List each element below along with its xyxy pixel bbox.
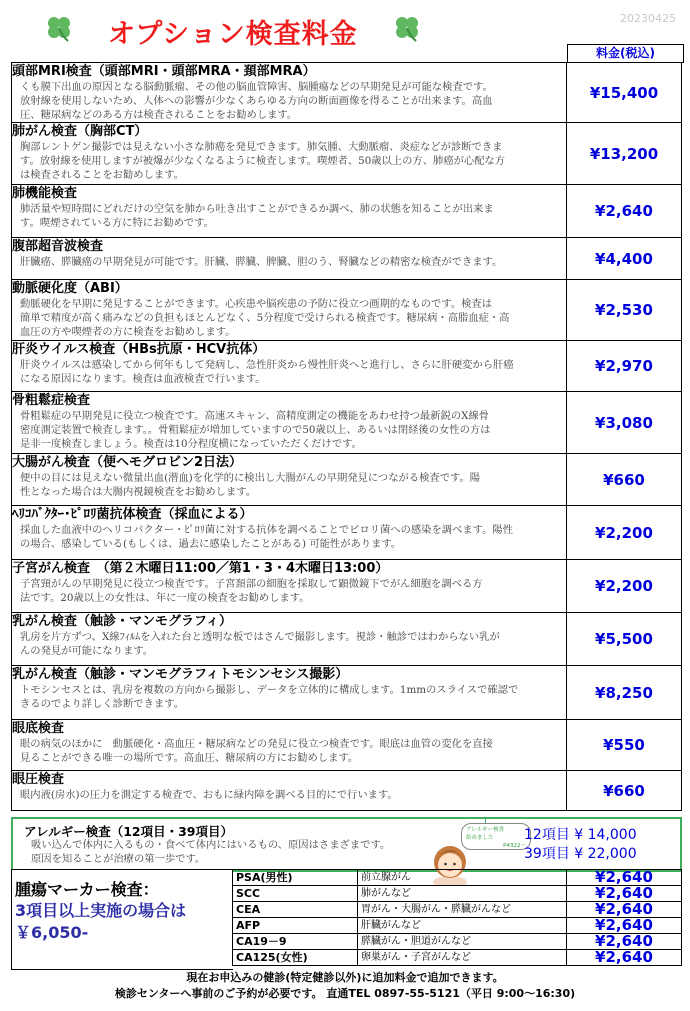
- exam-description-line: 子宮頸がんの早期発見に役立つ検査です。子宮頚部の細胞を採取して顕微鏡下でがん細胞を調べる方: [20, 578, 483, 590]
- exam-description-cell: [12, 238, 567, 280]
- exam-description-line: は検査されることをお勧めします。: [20, 169, 184, 181]
- marker-name: CA125(女性): [233, 950, 358, 966]
- exam-row: [12, 185, 682, 238]
- exam-description-line: 肺活量や短時間にどれだけの空気を肺から吐き出すことができるか調べ、肺の状態を知ることが出来ま: [20, 203, 494, 215]
- exam-title: ﾍﾘｺﾊﾞｸﾀｰ･ﾋﾟﾛﾘ菌抗体検査（採血による）: [12, 507, 253, 522]
- exam-description-cell: [12, 506, 567, 560]
- exam-row: [12, 613, 682, 666]
- exam-description-cell: [12, 185, 567, 238]
- exam-price-table: [11, 62, 682, 811]
- exam-description-line: きるのでより詳しく診断できます。: [20, 698, 184, 710]
- tumor-marker-row: [233, 934, 682, 950]
- exam-description-line: 是非一度検査しましょう。検査は10分程度横になっていただくだけです。: [20, 438, 362, 450]
- exam-description-line: 性となった場合は大腸内視鏡検査をお勧めします。: [20, 486, 257, 498]
- allergy-description-line: 吸い込んで体内に入るもの・食べて体内にはいるもの、原因はさまざまです。: [31, 839, 391, 851]
- exam-description-line: になる原因になります。検査は血液検査で行います。: [20, 373, 266, 385]
- exam-description-line: 血圧の方や喫煙者の方に検査をお勧めします。: [20, 326, 236, 338]
- tumor-marker-title: 腫瘍マーカー検査：: [15, 880, 159, 899]
- marker-target: 膵臓がん・胆道がんなど: [358, 934, 567, 950]
- exam-price: ¥8,250: [567, 666, 682, 720]
- exam-title: 眼底検査: [12, 721, 65, 736]
- exam-price: ¥3,080: [567, 392, 682, 454]
- exam-title: 腹部超音波検査: [12, 239, 104, 254]
- exam-description-cell: [12, 392, 567, 454]
- exam-row: [12, 720, 682, 771]
- marker-target: 肝臓がんなど: [358, 918, 567, 934]
- allergy-price-39: 39項目 ¥ 22,000: [524, 846, 637, 862]
- marker-name: CEA: [233, 902, 358, 918]
- exam-description-line: 見ることができる唯一の場所です。高血圧、糖尿病の方にお勧めします。: [20, 752, 359, 764]
- exam-price: ¥15,400: [567, 63, 682, 123]
- marker-price: ¥2,640: [567, 934, 682, 950]
- exam-title: 肝炎ウイルス検査（HBs抗原・HCV抗体）: [12, 342, 266, 357]
- exam-row: [12, 392, 682, 454]
- exam-price: ¥2,640: [567, 185, 682, 238]
- exam-description-cell: [12, 613, 567, 666]
- bubble-line: 始めました: [466, 835, 494, 841]
- bubble-line: P4322～: [503, 843, 526, 849]
- exam-title: 骨粗鬆症検査: [12, 393, 91, 408]
- exam-title: 乳がん検査（触診・マンモグラフィトモシンセシス撮影）: [12, 667, 349, 682]
- exam-title: 動脈硬化度（ABI）: [12, 281, 128, 296]
- exam-description-line: 圧、糖尿病などのある方は検査されることをお勧めします。: [20, 109, 298, 121]
- exam-title: 大腸がん検査（便ヘモグロビン2日法）: [12, 455, 243, 470]
- exam-price: ¥5,500: [567, 613, 682, 666]
- exam-row: [12, 63, 682, 123]
- marker-price: ¥2,640: [567, 950, 682, 966]
- exam-description-line: 法です。20歳以上の女性は、年に一度の検査をお勧めします。: [20, 592, 310, 604]
- exam-description-line: す。放射線を使用しますが被爆が少なくなるように検査します。喫煙者、50歳以上の方、肺癌が心配な方: [20, 155, 506, 167]
- marker-name: AFP: [233, 918, 358, 934]
- allergy-description: [31, 838, 390, 866]
- exam-description-line: 胸部レントゲン撮影では見えない小さな肺癌を発見できます。肺気腫、大動脈瘤、炎症などが診断できま: [20, 141, 503, 153]
- exam-description-cell: [12, 771, 567, 811]
- exam-description-line: トモシンセスとは、乳房を複数の方向から撮影し、データを立体的に構成します。1mmのスライスで確認で: [20, 684, 519, 696]
- exam-description-line: 採血した血液中のヘリコバクター・ﾋﾟﾛﾘ菌に対する抗体を調べることでピロリ菌への感染を調べます。陽性: [20, 524, 514, 536]
- marker-name: CA19－9: [233, 934, 358, 950]
- exam-title: 子宮がん検査 （第２木曜日11:00／第1・3・4木曜日13:00）: [12, 561, 389, 576]
- marker-name: PSA(男性): [233, 870, 358, 886]
- tumor-marker-row: [233, 918, 682, 934]
- exam-price: ¥2,200: [567, 506, 682, 560]
- exam-title: 肺がん検査（胸部CT）: [12, 124, 148, 139]
- allergy-test-box: [11, 817, 682, 872]
- tumor-marker-table: [232, 869, 682, 966]
- exam-price: ¥550: [567, 720, 682, 771]
- footer-line: 現在お申込みの健診(特定健診以外)に追加料金で追加できます。: [186, 971, 504, 984]
- footer-note: [0, 970, 690, 1002]
- exam-title: 乳がん検査（触診・マンモグラフィ）: [12, 614, 232, 629]
- tumor-marker-row: [233, 902, 682, 918]
- tumor-marker-row: [233, 870, 682, 886]
- exam-description-line: 密度測定装置で検査します。。骨粗鬆症が増加していますので50歳以上、あるいは閉経後の女性の方は: [20, 424, 491, 436]
- tumor-marker-label: [11, 869, 233, 970]
- exam-row: [12, 666, 682, 720]
- exam-description-line: 肝臓癌、膵臓癌の早期発見が可能です。肝臓、膵臓、脾臓、胆のう、腎臓などの精密な検査ができます。: [20, 256, 503, 268]
- exam-description-line: 乳房を片方ずつ、X線ﾌｨﾙﾑを入れた台と透明な板ではさんで撮影します。視診・触診ではわからない乳が: [20, 631, 500, 643]
- allergy-price-12: 12項目 ¥ 14,000: [524, 827, 637, 843]
- exam-description-line: 便中の目には見えない微量出血(潜血)を化学的に検出し大腸がんの早期発見につながる検査です。陽: [20, 472, 481, 484]
- tumor-marker-row: [233, 950, 682, 966]
- exam-description-line: 骨粗鬆症の早期発見に役立つ検査です。高速スキャン、高精度測定の機能をあわせ持つ最新鋭のX線骨: [20, 410, 490, 422]
- exam-price: ¥660: [567, 454, 682, 506]
- exam-title: 眼圧検査: [12, 772, 65, 787]
- exam-row: [12, 560, 682, 613]
- price-column-header: 料金(税込): [567, 44, 684, 63]
- tumor-marker-condition: 3項目以上実施の場合は: [15, 901, 187, 920]
- exam-title: 肺機能検査: [12, 186, 78, 201]
- marker-price: ¥2,640: [567, 870, 682, 886]
- exam-row: [12, 280, 682, 341]
- exam-description-line: 動脈硬化を早期に発見することができます。心疾患や脳疾患の予防に役立つ画期的なものです。検査は: [20, 298, 493, 310]
- page-header: [0, 0, 690, 50]
- exam-description-line: す。喫煙されている方に特にお勧めです。: [20, 217, 214, 229]
- exam-price: ¥4,400: [567, 238, 682, 280]
- exam-description-cell: [12, 341, 567, 392]
- exam-description-line: くも膜下出血の原因となる脳動脈瘤、その他の脳血管障害、脳腫瘍などの早期発見が可能な検査です。: [20, 81, 493, 93]
- footer-line: 検診センターへ事前のご予約が必要です。 直通TEL 0897-55-5121（平日 9:00～16:30): [114, 987, 576, 1000]
- exam-price: ¥13,200: [567, 123, 682, 185]
- allergy-prices: [524, 826, 637, 864]
- exam-description-cell: [12, 666, 567, 720]
- exam-description-cell: [12, 454, 567, 506]
- exam-description-line: 簡単で精度が高く痛みなどの負担もほとんどなく、5分程度で受けられる検査です。糖尿病・高脂血症・高: [20, 312, 510, 324]
- marker-price: ¥2,640: [567, 918, 682, 934]
- exam-row: [12, 771, 682, 811]
- allergy-description-line: 原因を知ることが治療の第一歩です。: [31, 853, 206, 865]
- marker-target: 前立腺がん: [358, 870, 567, 886]
- tumor-marker-bundle-price: ￥6,050-: [15, 923, 89, 942]
- exam-description-line: んの発見が可能になります。: [20, 645, 154, 657]
- marker-name: SCC: [233, 886, 358, 902]
- exam-description-cell: [12, 123, 567, 185]
- exam-price: ¥660: [567, 771, 682, 811]
- exam-description-cell: [12, 720, 567, 771]
- exam-price: ¥2,200: [567, 560, 682, 613]
- marker-target: 卵巣がん・子宮がんなど: [358, 950, 567, 966]
- exam-description-cell: [12, 560, 567, 613]
- marker-target: 胃がん・大腸がん・膵臓がんなど: [358, 902, 567, 918]
- exam-title: 頭部MRI検査（頭部MRI・頭部MRA・頚部MRA）: [12, 64, 316, 79]
- clover-icon: [392, 14, 422, 42]
- exam-row: [12, 123, 682, 185]
- marker-target: 肺がんなど: [358, 886, 567, 902]
- exam-row: [12, 341, 682, 392]
- clover-icon: [44, 14, 74, 42]
- tumor-marker-row: [233, 886, 682, 902]
- exam-price: ¥2,970: [567, 341, 682, 392]
- exam-description-line: 放射線を使用しないため、人体への影響が少なくあらゆる方向の断面画像を得ることが出来ます。高血: [20, 95, 493, 107]
- marker-price: ¥2,640: [567, 902, 682, 918]
- allergy-title: アレルギー検査（12項目・39項目）: [24, 824, 233, 839]
- marker-price: ¥2,640: [567, 886, 682, 902]
- page-title: オプション検査料金: [108, 19, 358, 50]
- exam-description-cell: [12, 63, 567, 123]
- document-number: 20230425: [620, 12, 676, 25]
- exam-row: [12, 238, 682, 280]
- exam-description-line: 肝炎ウイルスは感染してから何年もして発病し、急性肝炎から慢性肝炎へと進行し、さらに肝硬変から肝癌: [20, 359, 514, 371]
- exam-description-cell: [12, 280, 567, 341]
- exam-description-line: 眼の病気のほかに 動脈硬化・高血圧・糖尿病などの発見に役立つ検査です。眼底は血管の変化を直接: [20, 738, 493, 750]
- bubble-line: アレルギー検査: [466, 827, 505, 833]
- exam-price: ¥2,530: [567, 280, 682, 341]
- exam-row: [12, 506, 682, 560]
- exam-row: [12, 454, 682, 506]
- exam-description-line: 眼内液(房水)の圧力を測定する検査で、おもに緑内障を調べる目的にで行います。: [20, 789, 398, 801]
- exam-description-line: の場合、感染している(もしくは、過去に感染したことがある) 可能性があります。: [20, 538, 402, 550]
